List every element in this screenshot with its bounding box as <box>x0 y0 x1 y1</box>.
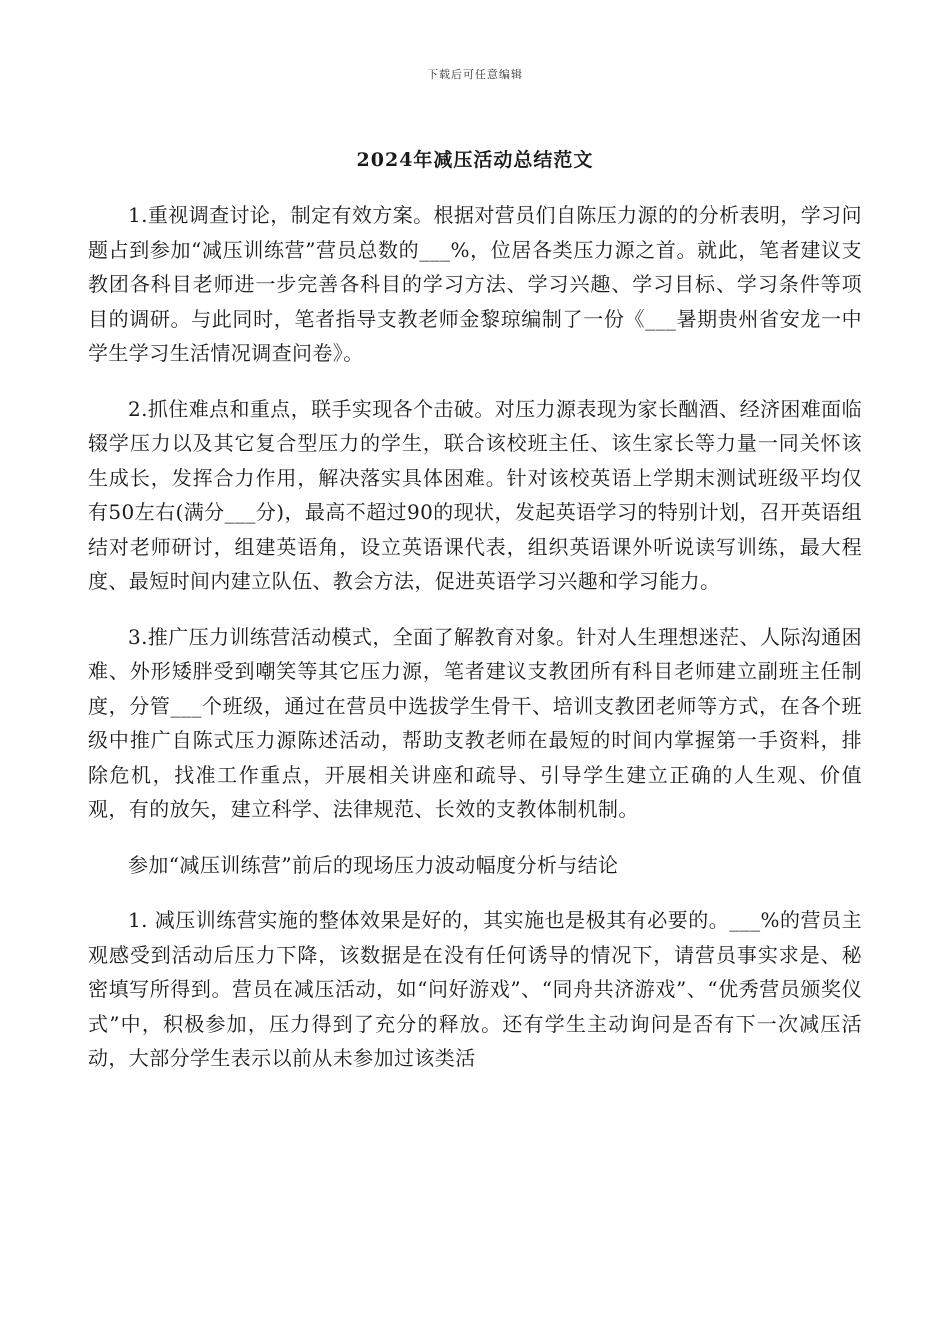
header-note: 下载后可任意编辑 <box>427 68 523 81</box>
document-title: 2024年减压活动总结范文 <box>356 149 594 171</box>
section-subheading: 参加“减压训练营”前后的现场压力波动幅度分析与结论 <box>128 852 619 877</box>
paragraph-3: 3.推广压力训练营活动模式，全面了解教育对象。针对人生理想迷茫、人际沟通困难、外形矮胖受到嘲笑等其它压力源，笔者建议支教团所有科目老师建立副班主任制度，分管___个班级，通过在营员中选拔学生骨干、培训支教团老师等方式，在各个班级中推广自陈式压力源陈述活动，帮助支教老师在最短的时间内掌握第一手资料，排除危机，找准工作重点，开展相关讲座和疏导、引导学生建立正确的人生观、价值观，有的放矢，建立科学、法律规范、长效的支教体制机制。 <box>88 624 862 821</box>
paragraph-4: 1. 减压训练营实施的整体效果是好的，其实施也是极其有必要的。___%的营员主观感受到活动后压力下降，该数据是在没有任何诱导的情况下，请营员事实求是、秘密填写所得到。营员在减压活动，如“问好游戏”、“同舟共济游戏”、“优秀营员颁奖仪式”中，积极参加，压力得到了充分的释放。还有学生主动询问是否有下一次减压活动，大部分学生表示以前从未参加过该类活 <box>88 908 862 1070</box>
paragraph-1: 1.重视调查讨论，制定有效方案。根据对营员们自陈压力源的的分析表明，学习问题占到参加“减压训练营”营员总数的___%，位居各类压力源之首。就此，笔者建议支教团各科目老师进一步完善各科目的学习方法、学习兴趣、学习目标、学习条件等项目的调研。与此同时，笔者指导支教老师金黎琼编制了一份《___暑期贵州省安龙一中学生学习生活情况调查问卷》。 <box>88 203 862 365</box>
paragraph-2: 2.抓住难点和重点，联手实现各个击破。对压力源表现为家长酗酒、经济困难面临辍学压力以及其它复合型压力的学生，联合该校班主任、该生家长等力量一同关怀该生成长，发挥合力作用，解决落实具体困难。针对该校英语上学期末测试班级平均仅有50左右(满分___分)，最高不超过90的现状，发起英语学习的特别计划，召开英语组结对老师研讨，组建英语角，设立英语课代表，组织英语课外听说读写训练，最大程度、最短时间内建立队伍、教会方法，促进英语学习兴趣和学习能力。 <box>88 396 862 593</box>
document-body <box>88 198 862 1097</box>
